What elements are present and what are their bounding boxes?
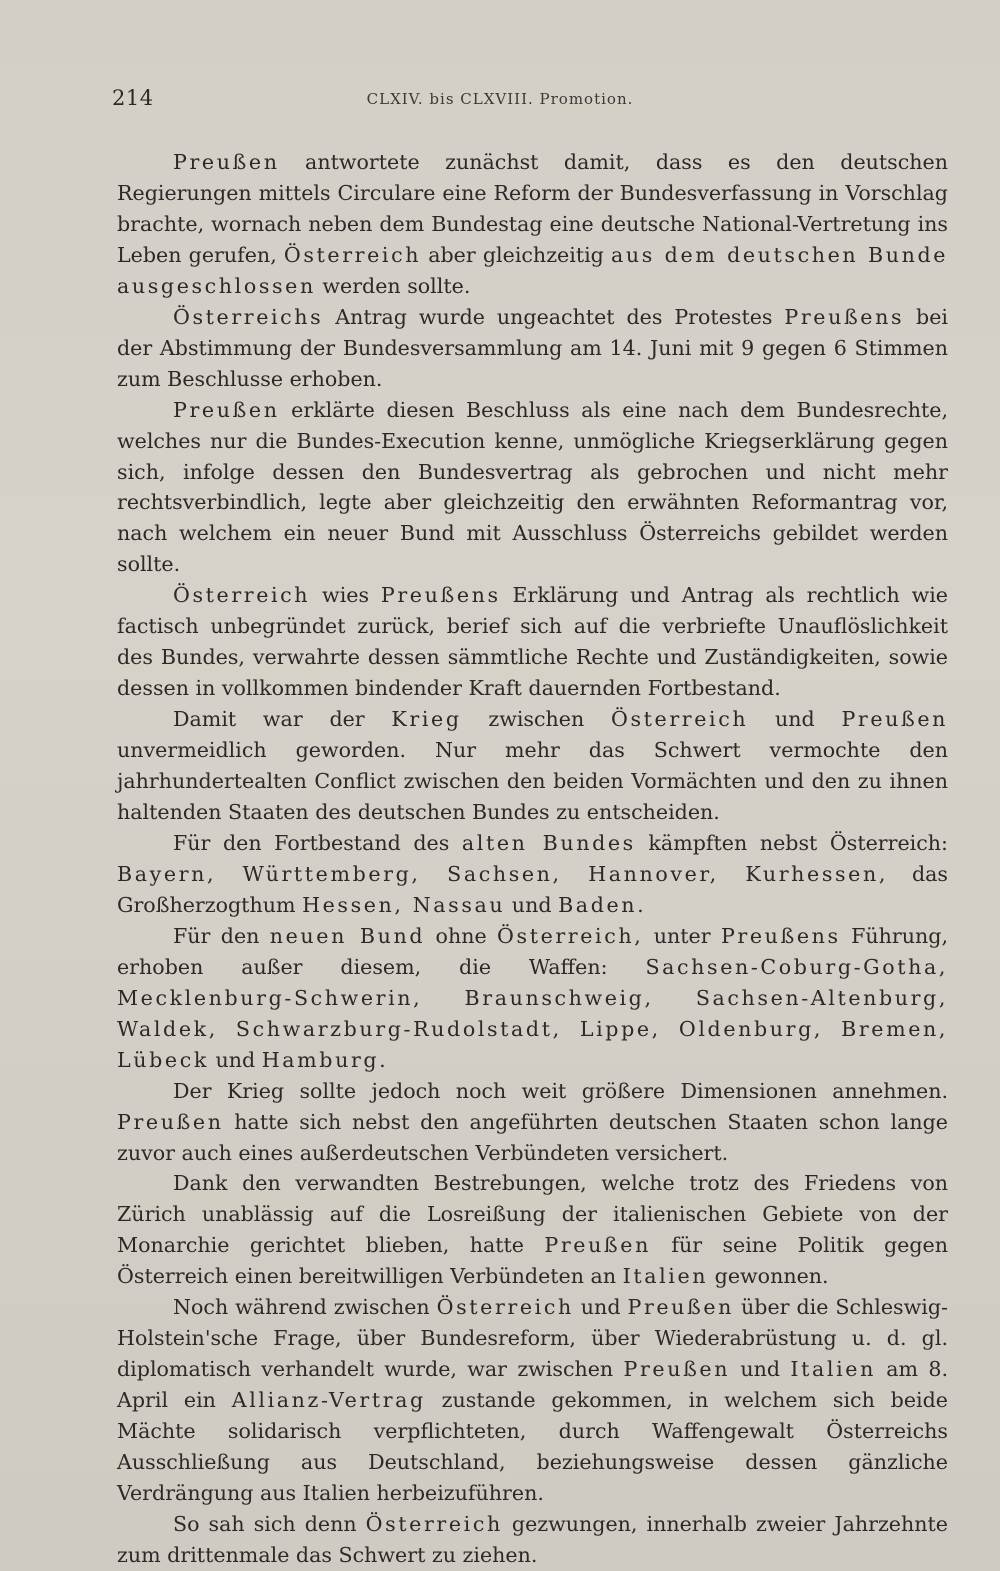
- running-title: CLXIV. bis CLXVIII. Promotion.: [366, 90, 634, 108]
- text-run: und: [505, 892, 559, 917]
- text-run: am 8. April ein: [117, 1357, 949, 1413]
- spaced-emphasis: neuen Bund: [269, 923, 426, 948]
- text-run: kämpften nebst Österreich:: [635, 830, 948, 855]
- text-run: Führung, erhoben außer diesem, die Waffen:: [117, 923, 948, 979]
- text-run: über die Schleswig-Holstein'sche Frage, über Bundesreform, über Wiederabrüstung u. d. gl. diplomatisch verhandelt wurde, war zwischen: [117, 1295, 948, 1382]
- spaced-emphasis: Österreichs: [173, 304, 324, 329]
- text-run: gewonnen.: [708, 1264, 829, 1289]
- page-header: [112, 86, 888, 116]
- spaced-emphasis: Italien: [790, 1357, 876, 1382]
- text-run: Erklärung und Antrag als rechtlich wie factisch unbegründet zurück, berief sich auf die verbriefte Unauflöslichkeit des Bundes, verwahrte dessen sämmtliche Rechte und Zuständigkeiten, sowie dessen in vollkommen bindender Kraft dauernden Fortbestand.: [117, 583, 948, 701]
- body-text: [117, 147, 948, 1571]
- spaced-emphasis: Preußen: [623, 1357, 731, 1382]
- paragraph: [117, 147, 948, 302]
- text-run: antwortete zunächst damit, dass es den deutschen Regierungen mittels Circulare eine Reform der Bundesverfassung in Vorschlag brachte, wornach neben dem Bundestag eine deutsche National-Vertretung ins Leben gerufen,: [117, 150, 948, 267]
- spaced-emphasis: Baden.: [558, 892, 647, 917]
- paragraph: [117, 704, 948, 828]
- spaced-emphasis: Hessen, Nassau: [302, 892, 506, 917]
- text-run: Für den Fortbestand des: [173, 830, 462, 855]
- text-run: und: [208, 1047, 262, 1072]
- text-run: und: [748, 707, 842, 732]
- text-run: werden sollte.: [315, 273, 471, 298]
- spaced-emphasis: Österreich: [283, 242, 422, 267]
- text-run: hatte sich nebst den angeführten deutschen Staaten schon lange zuvor auch eines außerdeutschen Verbündeten versichert.: [117, 1109, 948, 1165]
- paragraph: [117, 1076, 948, 1169]
- page-number: 214: [112, 86, 154, 110]
- paragraph: [117, 302, 948, 395]
- text-run: für seine Politik gegen Österreich einen bereitwilligen Verbündeten an: [117, 1233, 948, 1289]
- spaced-emphasis: Preußen: [841, 707, 948, 732]
- spaced-emphasis: Preußen: [173, 397, 280, 422]
- spaced-emphasis: Hamburg.: [261, 1047, 389, 1072]
- paragraph: [117, 1168, 948, 1292]
- text-run: das Großherzogthum: [117, 861, 948, 917]
- spaced-emphasis: Preußen: [544, 1233, 651, 1258]
- spaced-emphasis: Österreich: [436, 1295, 574, 1320]
- paragraph: [117, 1509, 948, 1571]
- spaced-emphasis: Italien: [622, 1264, 709, 1289]
- text-run: gezwungen, innerhalb zweier Jahrzehnte zum drittenmale das Schwert zu ziehen.: [117, 1511, 948, 1567]
- spaced-emphasis: Preußen: [627, 1295, 735, 1320]
- spaced-emphasis: Preußen: [117, 1109, 224, 1134]
- text-run: Damit war der: [173, 707, 392, 732]
- spaced-emphasis: alten Bundes: [461, 830, 636, 855]
- text-run: Für den: [173, 923, 270, 948]
- spaced-emphasis: Österreich: [173, 583, 311, 608]
- text-run: zwischen: [461, 707, 612, 732]
- spaced-emphasis: Österreich: [365, 1511, 503, 1536]
- text-run: ohne: [425, 923, 498, 948]
- paragraph: [117, 828, 948, 921]
- text-run: aber gleichzeitig: [421, 242, 612, 267]
- text-run: unter: [643, 923, 721, 948]
- text-run: Noch während zwischen: [173, 1295, 437, 1320]
- text-run: wies: [310, 583, 381, 608]
- spaced-emphasis: Preußen: [173, 150, 280, 174]
- paragraph: [117, 921, 948, 1076]
- spaced-emphasis: Österreich: [611, 707, 749, 732]
- text-run: zustande gekommen, in welchem sich beide Mächte solidarisch verpflichteten, durch Waffengewalt Österreichs Ausschließung aus Deutschland, beziehungsweise dessen gänzliche Verdrängung aus Italien herbeizuführen.: [117, 1388, 948, 1505]
- text-run: und: [730, 1357, 791, 1382]
- spaced-emphasis: Allianz-Vertrag: [231, 1388, 426, 1413]
- text-run: erklärte diesen Beschluss als eine nach dem Bundesrechte, welches nur die Bundes-Execution kenne, unmögliche Kriegserklärung gegen sich, infolge dessen den Bundesvertrag als gebrochen und nicht mehr rechtsverbindlich, legte aber gleichzeitig den erwähnten Reformantrag vor, nach welchem ein neuer Bund mit Ausschluss Österreichs gebildet werden sollte.: [117, 397, 948, 577]
- text-run: unvermeidlich geworden. Nur mehr das Schwert vermochte den jahrhundertealten Conflict zwischen den beiden Vormächten und den zu ihnen haltenden Staaten des deutschen Bundes zu entscheiden.: [117, 738, 948, 825]
- text-run: Der Krieg sollte jedoch noch weit größere Dimensionen annehmen.: [173, 1078, 948, 1103]
- paragraph: [117, 580, 948, 704]
- spaced-emphasis: Bayern, Württemberg, Sachsen, Hannover, Kurhessen,: [117, 861, 888, 886]
- spaced-emphasis: Sachsen-Coburg-Gotha, Mecklenburg-Schwerin, Braunschweig, Sachsen-Altenburg, Waldek, Schwarzburg-Rudolstadt, Lippe, Oldenburg, Bremen, Lübeck: [117, 954, 948, 1072]
- text-run: Antrag wurde ungeachtet des Protestes: [323, 304, 785, 329]
- spaced-emphasis: Preußens: [720, 923, 841, 948]
- text-run: bei der Abstimmung der Bundesversammlung am 14. Juni mit 9 gegen 6 Stimmen zum Beschlusse erhoben.: [117, 304, 948, 391]
- spaced-emphasis: Krieg: [391, 707, 462, 732]
- spaced-emphasis: aus dem deutschen Bunde ausgeschlossen: [117, 242, 949, 298]
- spaced-emphasis: Preußens: [784, 304, 905, 329]
- spaced-emphasis: Österreich,: [497, 923, 644, 948]
- paragraph: [117, 395, 948, 581]
- paragraph: [117, 1292, 948, 1509]
- text-run: und: [573, 1295, 628, 1320]
- text-run: Dank den verwandten Bestrebungen, welche trotz des Friedens von Zürich unablässig auf die Losreißung der italienischen Gebiete von der Monarchie gerichtet blieben, hatte: [117, 1171, 948, 1258]
- text-run: So sah sich denn: [173, 1511, 366, 1536]
- spaced-emphasis: Preußens: [380, 583, 501, 608]
